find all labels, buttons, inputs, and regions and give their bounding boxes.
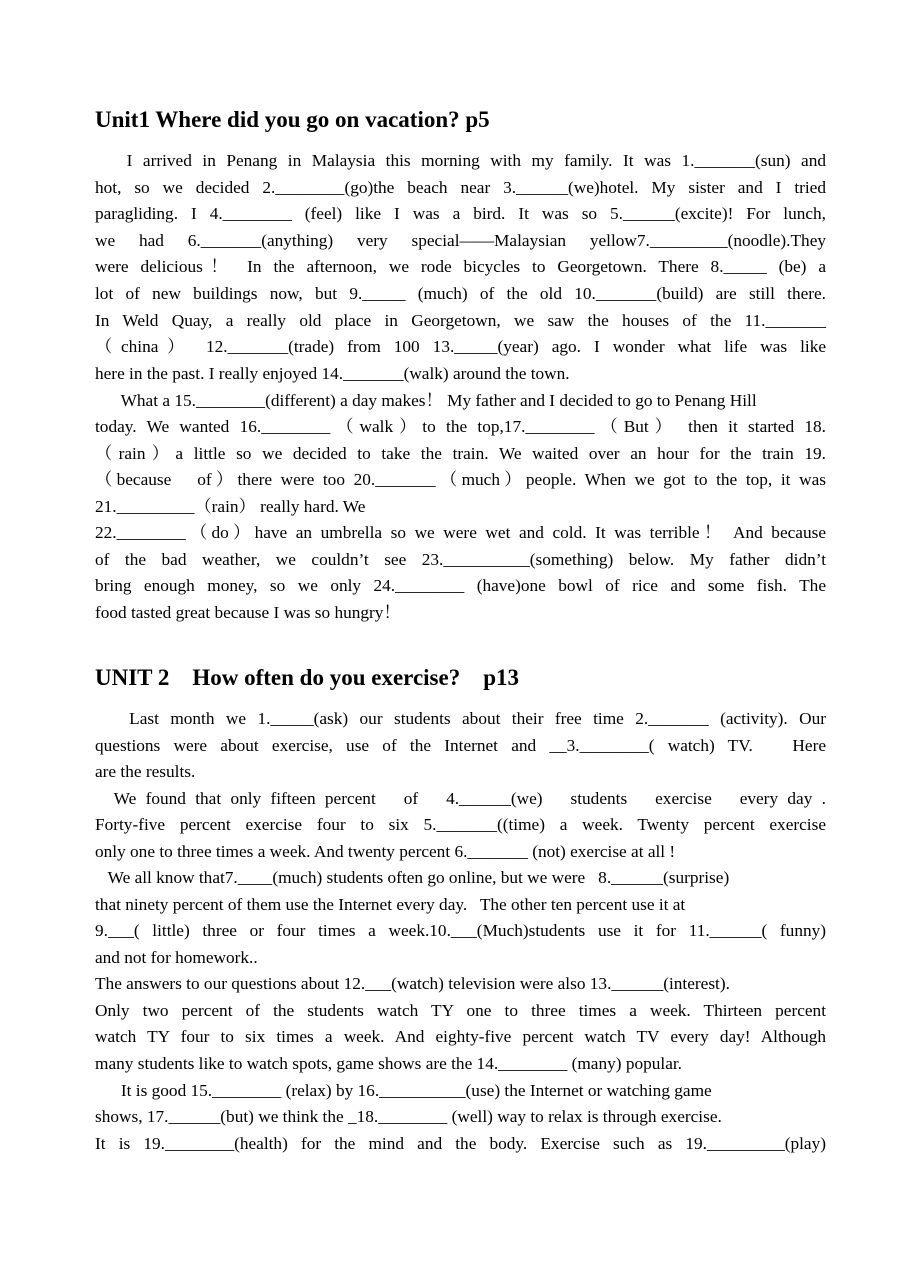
passage-line: food tasted great because I was so hungry！	[95, 603, 401, 622]
passage-line: We found that only fifteen percent of 4.______(we) students exercise every day .	[95, 789, 826, 808]
passage-line: It is 19.________(health) for the mind and the body. Exercise such as 19._________(play)	[95, 1134, 826, 1153]
passage-line: I arrived in Penang in Malaysia this morning with my family. It was 1._______(sun) and	[95, 151, 826, 170]
passage-line: bring enough money, so we only 24.________ (have)one bowl of rice and some fish. The	[95, 576, 826, 595]
passage-line: many students like to watch spots, game shows are the 14.________ (many) popular.	[95, 1054, 682, 1073]
passage-line: 22.________（do）have an umbrella so we were wet and cold. It was terrible！ And because	[95, 523, 826, 542]
passage-line: （rain）a little so we decided to take the train. We waited over an hour for the train 19.	[95, 444, 826, 463]
passage-line: are the results.	[95, 762, 196, 781]
passage-line: （because of）there were too 20._______（much）people. When we got to the top, it was	[95, 470, 826, 489]
passage-line: shows, 17.______(but) we think the _18.________ (well) way to relax is through exercise.	[95, 1107, 722, 1126]
passage-line: we had 6._______(anything) very special——Malaysian yellow7._________(noodle).They	[95, 231, 826, 250]
passage-line: watch TY four to six times a week. And eighty-five percent watch TV every day! Although	[95, 1027, 826, 1046]
passage-line: （china） 12._______(trade) from 100 13._____(year) ago. I wonder what life was like	[95, 337, 826, 356]
passage-line: 21._________（rain） really hard. We	[95, 497, 366, 516]
unit2-heading: UNIT 2 How often do you exercise? p13	[95, 665, 520, 690]
passage-line: that ninety percent of them use the Internet every day. The other ten percent use it at	[95, 895, 686, 914]
passage-line: were delicious！ In the afternoon, we rode bicycles to Georgetown. There 8._____ (be) a	[95, 257, 826, 276]
passage-line: only one to three times a week. And twenty percent 6._______ (not) exercise at all !	[95, 842, 676, 861]
passage-line: paragliding. I 4.________ (feel) like I was a bird. It was so 5.______(excite)! For lunch,	[95, 204, 826, 223]
passage-line: The answers to our questions about 12.___(watch) television were also 13.______(interest).	[95, 974, 730, 993]
unit1-heading: Unit1 Where did you go on vacation? p5	[95, 107, 490, 132]
passage-line: In Weld Quay, a really old place in Georgetown, we saw the houses of the 11._______	[95, 311, 826, 330]
passage-line: questions were about exercise, use of the Internet and __3.________( watch) TV. Here	[95, 736, 826, 755]
passage-line: of the bad weather, we couldn’t see 23.__________(something) below. My father didn’t	[95, 550, 826, 569]
passage-line: Forty-five percent exercise four to six 5._______((time) a week. Twenty percent exercise	[95, 815, 826, 834]
passage-line: here in the past. I really enjoyed 14._______(walk) around the town.	[95, 364, 570, 383]
passage-line: Last month we 1._____(ask) our students about their free time 2._______ (activity). Our	[95, 709, 826, 728]
passage-line: lot of new buildings now, but 9._____ (much) of the old 10._______(build) are still there.	[95, 284, 826, 303]
passage-line: It is good 15.________ (relax) by 16.__________(use) the Internet or watching game	[95, 1081, 712, 1100]
passage-line: Only two percent of the students watch TY one to three times a week. Thirteen percent	[95, 1001, 826, 1020]
passage-line: today. We wanted 16.________（walk）to the top,17.________（But） then it started 18.	[95, 417, 826, 436]
passage-line: We all know that7.____(much) students often go online, but we were 8.______(surprise)	[95, 868, 730, 887]
passage-line: and not for homework..	[95, 948, 258, 967]
passage-line: What a 15.________(different) a day makes！ My father and I decided to go to Penang Hill	[95, 391, 757, 410]
passage-line: 9.___( little) three or four times a week.10.___(Much)students use it for 11.______( funny)	[95, 921, 826, 940]
passage-line: hot, so we decided 2.________(go)the beach near 3.______(we)hotel. My sister and I tried	[95, 178, 826, 197]
